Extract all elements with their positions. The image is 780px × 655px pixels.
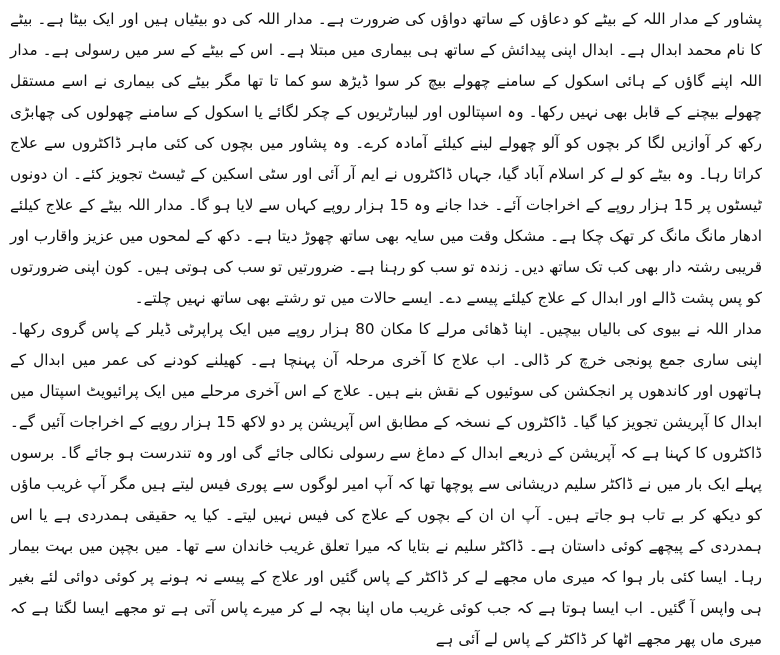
article-paragraph-1: پشاور کے مدار اللہ کے بیٹے کو دعاؤں کے ساتھ دواؤں کی ضرورت ہے۔ مدار اللہ کی دو بیٹیاں ہیں اور ایک بیٹا ہے۔ بیٹے کا نام محمد ابدال ہے۔ ابدال اپنی پیدائش کے ساتھ ہی بیماری میں مبتلا ہے۔ اس کے بیٹے کے سر میں رسولی ہے۔ مدار اللہ اپنے گاؤں کے ہائی اسکول کے سامنے چھولے بیچ کر سوا ڈیڑھ سو کما تا تھا مگر بیٹے کی بیماری نے اسے مستقل چھولے بیچنے کے قابل بھی نہیں رکھا۔ وہ اسپتالوں اور لیبارٹریوں کے چکر لگائے یا اسکول کے سامنے چھولوں کی چھابڑی رکھ کر آوازیں لگا کر بچوں کو آلو چھولے لینے کیلئے آمادہ کرے۔ وہ پشاور میں بچوں کی کئی ماہر ڈاکٹروں سے علاج کراتا رہا۔ وہ بیٹے کو لے کر اسلام آباد گیا، جہاں ڈاکٹروں نے ایم آر آئی اور سٹی اسکین کے ٹیسٹ تجویز کئے۔ ان دونوں ٹیسٹوں پر 15 ہزار روپے کے اخراجات آئے۔ خدا جانے وہ 15 ہزار روپے کہاں سے لایا ہو گا۔ مدار اللہ بیٹے کے علاج کیلئے ادھار مانگ مانگ کر تھک چکا ہے۔ مشکل وقت میں سایہ بھی ساتھ چھوڑ دیتا ہے۔ دکھ کے لمحوں میں عزیز واقارب اور قریبی رشتہ دار بھی کب تک ساتھ دیں۔ زندہ تو سب کو رہنا ہے۔ ضرورتیں تو سب کی ہوتی ہیں۔ کون اپنی ضرورتوں کو پس پشت ڈالے اور ابدال کے علاج کیلئے پیسے دے۔ ایسے حالات میں تو رشتے بھی ساتھ نہیں چلتے۔ — [10, 10, 762, 307]
article-body — [10, 4, 762, 655]
article-paragraph-2: مدار اللہ نے بیوی کی بالیاں بیچیں۔ اپنا ڈھائی مرلے کا مکان 80 ہزار روپے میں ایک پراپرٹی ڈیلر کے پاس گروی رکھا۔ اپنی ساری جمع پونجی خرچ کر ڈالی۔ اب علاج کا آخری مرحلہ آن پہنچا ہے۔ کھیلنے کودنے کی عمر میں ابدال کے ہاتھوں اور کاندھوں پر انجکشن کی سوئیوں کے نقش بنے ہیں۔ علاج کے اس آخری مرحلے میں ایک پرائیویٹ اسپتال میں ابدال کا آپریشن تجویز کیا گیا۔ ڈاکٹروں کے نسخہ کے مطابق اس آپریشن پر دو لاکھ 15 ہزار روپے کے اخراجات آئیں گے۔ ڈاکٹروں کا کہنا ہے کہ آپریشن کے ذریعے ابدال کے دماغ سے رسولی نکالی جائے گی اور وہ تندرست ہو جائے گا۔ برسوں پہلے ایک بار میں نے ڈاکٹر سلیم دریشانی سے پوچھا تھا کہ آپ امیر لوگوں سے پوری فیس لیتے ہیں مگر آپ غریب ماؤں کو دیکھ کر بے تاب ہو جاتے ہیں۔ آپ ان ان کے بچوں کے علاج کی فیس نہیں لیتے۔ کیا یہ حقیقی ہمدردی ہے یا اس ہمدردی کے پیچھے کوئی داستان ہے۔ ڈاکٹر سلیم نے بتایا کہ میرا تعلق غریب خاندان سے تھا۔ میں بچپن میں بہت بیمار رہا۔ ایسا کئی بار ہوا کہ میری ماں مجھے لے کر ڈاکٹر کے پاس گئیں اور علاج کے پیسے نہ ہونے پر کوئی دوائی لئے بغیر ہی واپس آ گئیں۔ اب ایسا ہوتا ہے کہ جب کوئی غریب ماں اپنا بچہ لے کر میرے پاس آتی ہے تو مجھے ایسا لگتا ہے کہ میری ماں پھر مجھے اٹھا کر ڈاکٹر کے پاس لے آئی ہے — [10, 320, 763, 648]
